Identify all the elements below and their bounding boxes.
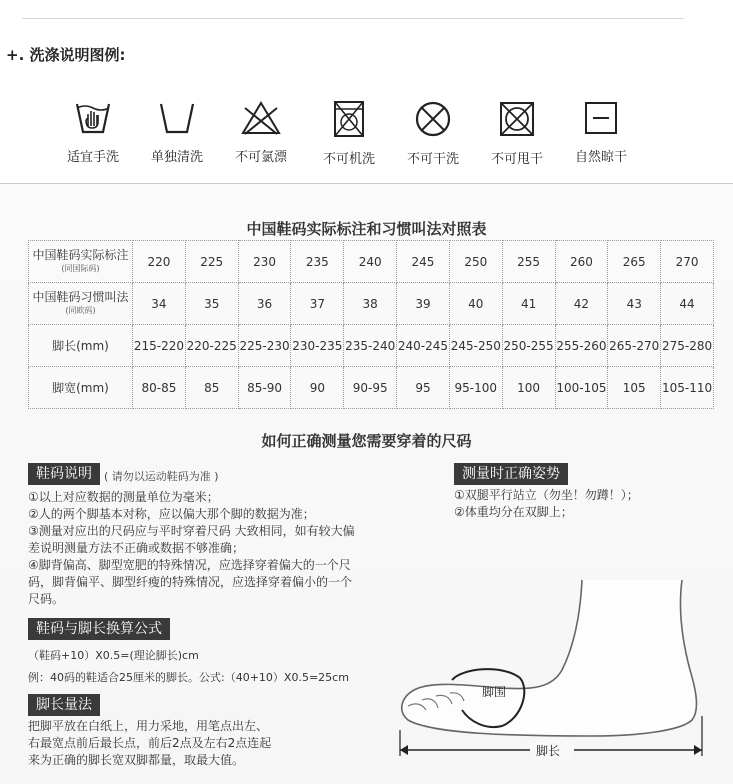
posture-line: ②体重均分在双脚上； bbox=[454, 505, 573, 519]
size-table-row bbox=[29, 283, 714, 325]
care-item-no-tumble-dry bbox=[472, 98, 562, 167]
size-cell: 240-245 bbox=[397, 325, 450, 367]
size-note-line: ②人的两个脚基本对称，应以偏大那个脚的数据为准； bbox=[28, 507, 315, 521]
size-cell: 230-235 bbox=[291, 325, 344, 367]
care-item-wash-separately bbox=[132, 98, 222, 165]
size-cell: 265-270 bbox=[608, 325, 661, 367]
no-machine-wash-icon bbox=[329, 98, 369, 140]
wash-section-title: +. 洗涤说明图例: bbox=[6, 46, 126, 64]
size-cell: 240 bbox=[344, 241, 397, 283]
size-cell: 260 bbox=[555, 241, 608, 283]
size-row-label: 脚宽(mm) bbox=[52, 381, 109, 395]
size-cell: 255 bbox=[502, 241, 555, 283]
size-chart-title: 中国鞋码实际标注和习惯叫法对照表 bbox=[246, 220, 487, 238]
size-cell: 250 bbox=[449, 241, 502, 283]
size-notes bbox=[28, 489, 355, 608]
method-line: 把脚平放在白纸上，用力采地，用笔点出左、 bbox=[28, 719, 269, 733]
foot-measurement-diagram bbox=[392, 540, 712, 780]
size-cell: 235-240 bbox=[344, 325, 397, 367]
no-dry-clean-icon bbox=[412, 98, 454, 140]
size-note-line: 尺码。 bbox=[28, 592, 65, 606]
size-note-line: ④脚背偏高、脚型宽肥的特殊情况，应选择穿着偏大的一个尺 bbox=[28, 558, 351, 572]
size-row-sublabel: (同国际码) bbox=[61, 263, 100, 273]
size-note-tag: 鞋码说明 bbox=[28, 463, 100, 485]
size-note-hint: ( 请勿以运动鞋码为准 ) bbox=[104, 470, 219, 483]
size-row-sublabel: (同欧码) bbox=[65, 305, 96, 315]
size-cell: 36 bbox=[238, 283, 291, 325]
care-item-natural-dry bbox=[556, 98, 646, 165]
size-cell: 100 bbox=[502, 367, 555, 409]
size-cell: 220 bbox=[133, 241, 186, 283]
care-symbols-row bbox=[48, 98, 648, 168]
care-label: 适宜手洗 bbox=[66, 150, 119, 165]
size-cell: 35 bbox=[185, 283, 238, 325]
size-row-header bbox=[29, 241, 133, 283]
care-label: 不可氯漂 bbox=[234, 150, 287, 165]
size-cell: 265 bbox=[608, 241, 661, 283]
size-cell: 95-100 bbox=[449, 367, 502, 409]
size-table-row bbox=[29, 241, 714, 283]
size-cell: 34 bbox=[133, 283, 186, 325]
method-tag: 脚长量法 bbox=[28, 694, 100, 716]
size-cell: 40 bbox=[449, 283, 502, 325]
size-cell: 105 bbox=[608, 367, 661, 409]
hand-wash-icon bbox=[73, 98, 113, 138]
size-cell: 270 bbox=[661, 241, 714, 283]
care-label: 自然晾干 bbox=[574, 150, 627, 165]
care-label: 不可机洗 bbox=[322, 152, 375, 167]
size-note-line: ①以上对应数据的测量单位为毫米； bbox=[28, 490, 219, 504]
size-cell: 250-255 bbox=[502, 325, 555, 367]
size-cell: 90 bbox=[291, 367, 344, 409]
size-cell: 85 bbox=[185, 367, 238, 409]
size-table-row bbox=[29, 367, 714, 409]
size-cell: 95 bbox=[397, 367, 450, 409]
size-cell: 39 bbox=[397, 283, 450, 325]
size-row-label: 中国鞋码习惯叫法 bbox=[32, 289, 129, 304]
wash-separately-icon bbox=[157, 98, 197, 138]
posture-lines bbox=[454, 487, 639, 521]
size-cell: 43 bbox=[608, 283, 661, 325]
size-cell: 90-95 bbox=[344, 367, 397, 409]
size-cell: 37 bbox=[291, 283, 344, 325]
formula-line: 例：40码的鞋适合25厘米的脚长。公式:（40+10）X0.5=25cm bbox=[28, 671, 349, 684]
method-lines bbox=[28, 718, 271, 769]
care-item-no-machine-wash bbox=[304, 98, 394, 167]
size-cell: 245 bbox=[397, 241, 450, 283]
no-bleach-icon bbox=[239, 98, 283, 138]
size-row-header bbox=[29, 325, 133, 367]
care-item-hand-wash bbox=[48, 98, 138, 165]
care-item-no-bleach bbox=[216, 98, 306, 165]
size-cell: 44 bbox=[661, 283, 714, 325]
size-note-line: 差说明测量方法不正确或数据不够准确； bbox=[28, 541, 245, 555]
size-table-row bbox=[29, 325, 714, 367]
formula-line: （鞋码+10）X0.5=(理论脚长)cm bbox=[28, 649, 199, 662]
formula-lines bbox=[28, 645, 349, 689]
method-line: 来为正确的脚长宽双脚都量，取最大值。 bbox=[28, 753, 245, 767]
size-row-label: 脚长(mm) bbox=[52, 339, 109, 353]
posture-line: ①双腿平行站立（勿坐！勿蹲！）； bbox=[454, 488, 639, 502]
size-row-label: 中国鞋码实际标注 bbox=[32, 247, 129, 262]
size-cell: 225-230 bbox=[238, 325, 291, 367]
size-note-line: 码，脚背偏平、脚型纤瘦的特殊情况，应选择穿着偏小的一个 bbox=[28, 575, 353, 589]
size-cell: 80-85 bbox=[133, 367, 186, 409]
care-label: 不可干洗 bbox=[406, 152, 459, 167]
size-cell: 215-220 bbox=[133, 325, 186, 367]
size-cell: 85-90 bbox=[238, 367, 291, 409]
posture-tag: 测量时正确姿势 bbox=[454, 463, 568, 485]
no-tumble-dry-icon bbox=[496, 98, 538, 140]
method-line: 右最宽点前后最长点，前后2点及左右2点连起 bbox=[28, 736, 272, 750]
size-row-header bbox=[29, 367, 133, 409]
natural-dry-icon bbox=[581, 98, 621, 138]
care-label: 单独清洗 bbox=[150, 150, 203, 165]
size-row-header bbox=[29, 283, 133, 325]
size-cell: 100-105 bbox=[555, 367, 608, 409]
length-label: 脚长 bbox=[536, 744, 561, 758]
size-cell: 220-225 bbox=[185, 325, 238, 367]
care-item-no-dry-clean bbox=[388, 98, 478, 167]
size-cell: 275-280 bbox=[661, 325, 714, 367]
size-cell: 230 bbox=[238, 241, 291, 283]
size-cell: 42 bbox=[555, 283, 608, 325]
size-cell: 41 bbox=[502, 283, 555, 325]
formula-tag: 鞋码与脚长换算公式 bbox=[28, 618, 170, 640]
size-cell: 245-250 bbox=[449, 325, 502, 367]
top-divider bbox=[22, 18, 684, 19]
size-chart-table bbox=[28, 240, 714, 409]
girth-label: 脚围 bbox=[482, 685, 507, 699]
measure-section-title: 如何正确测量您需要穿着的尺码 bbox=[261, 432, 472, 450]
size-cell: 105-110 bbox=[661, 367, 714, 409]
size-cell: 225 bbox=[185, 241, 238, 283]
size-cell: 235 bbox=[291, 241, 344, 283]
size-cell: 38 bbox=[344, 283, 397, 325]
size-note-line: ③测量对应出的尺码应与平时穿着尺码 大致相同，如有较大偏 bbox=[28, 524, 355, 538]
care-label: 不可甩干 bbox=[490, 152, 543, 167]
size-cell: 255-260 bbox=[555, 325, 608, 367]
